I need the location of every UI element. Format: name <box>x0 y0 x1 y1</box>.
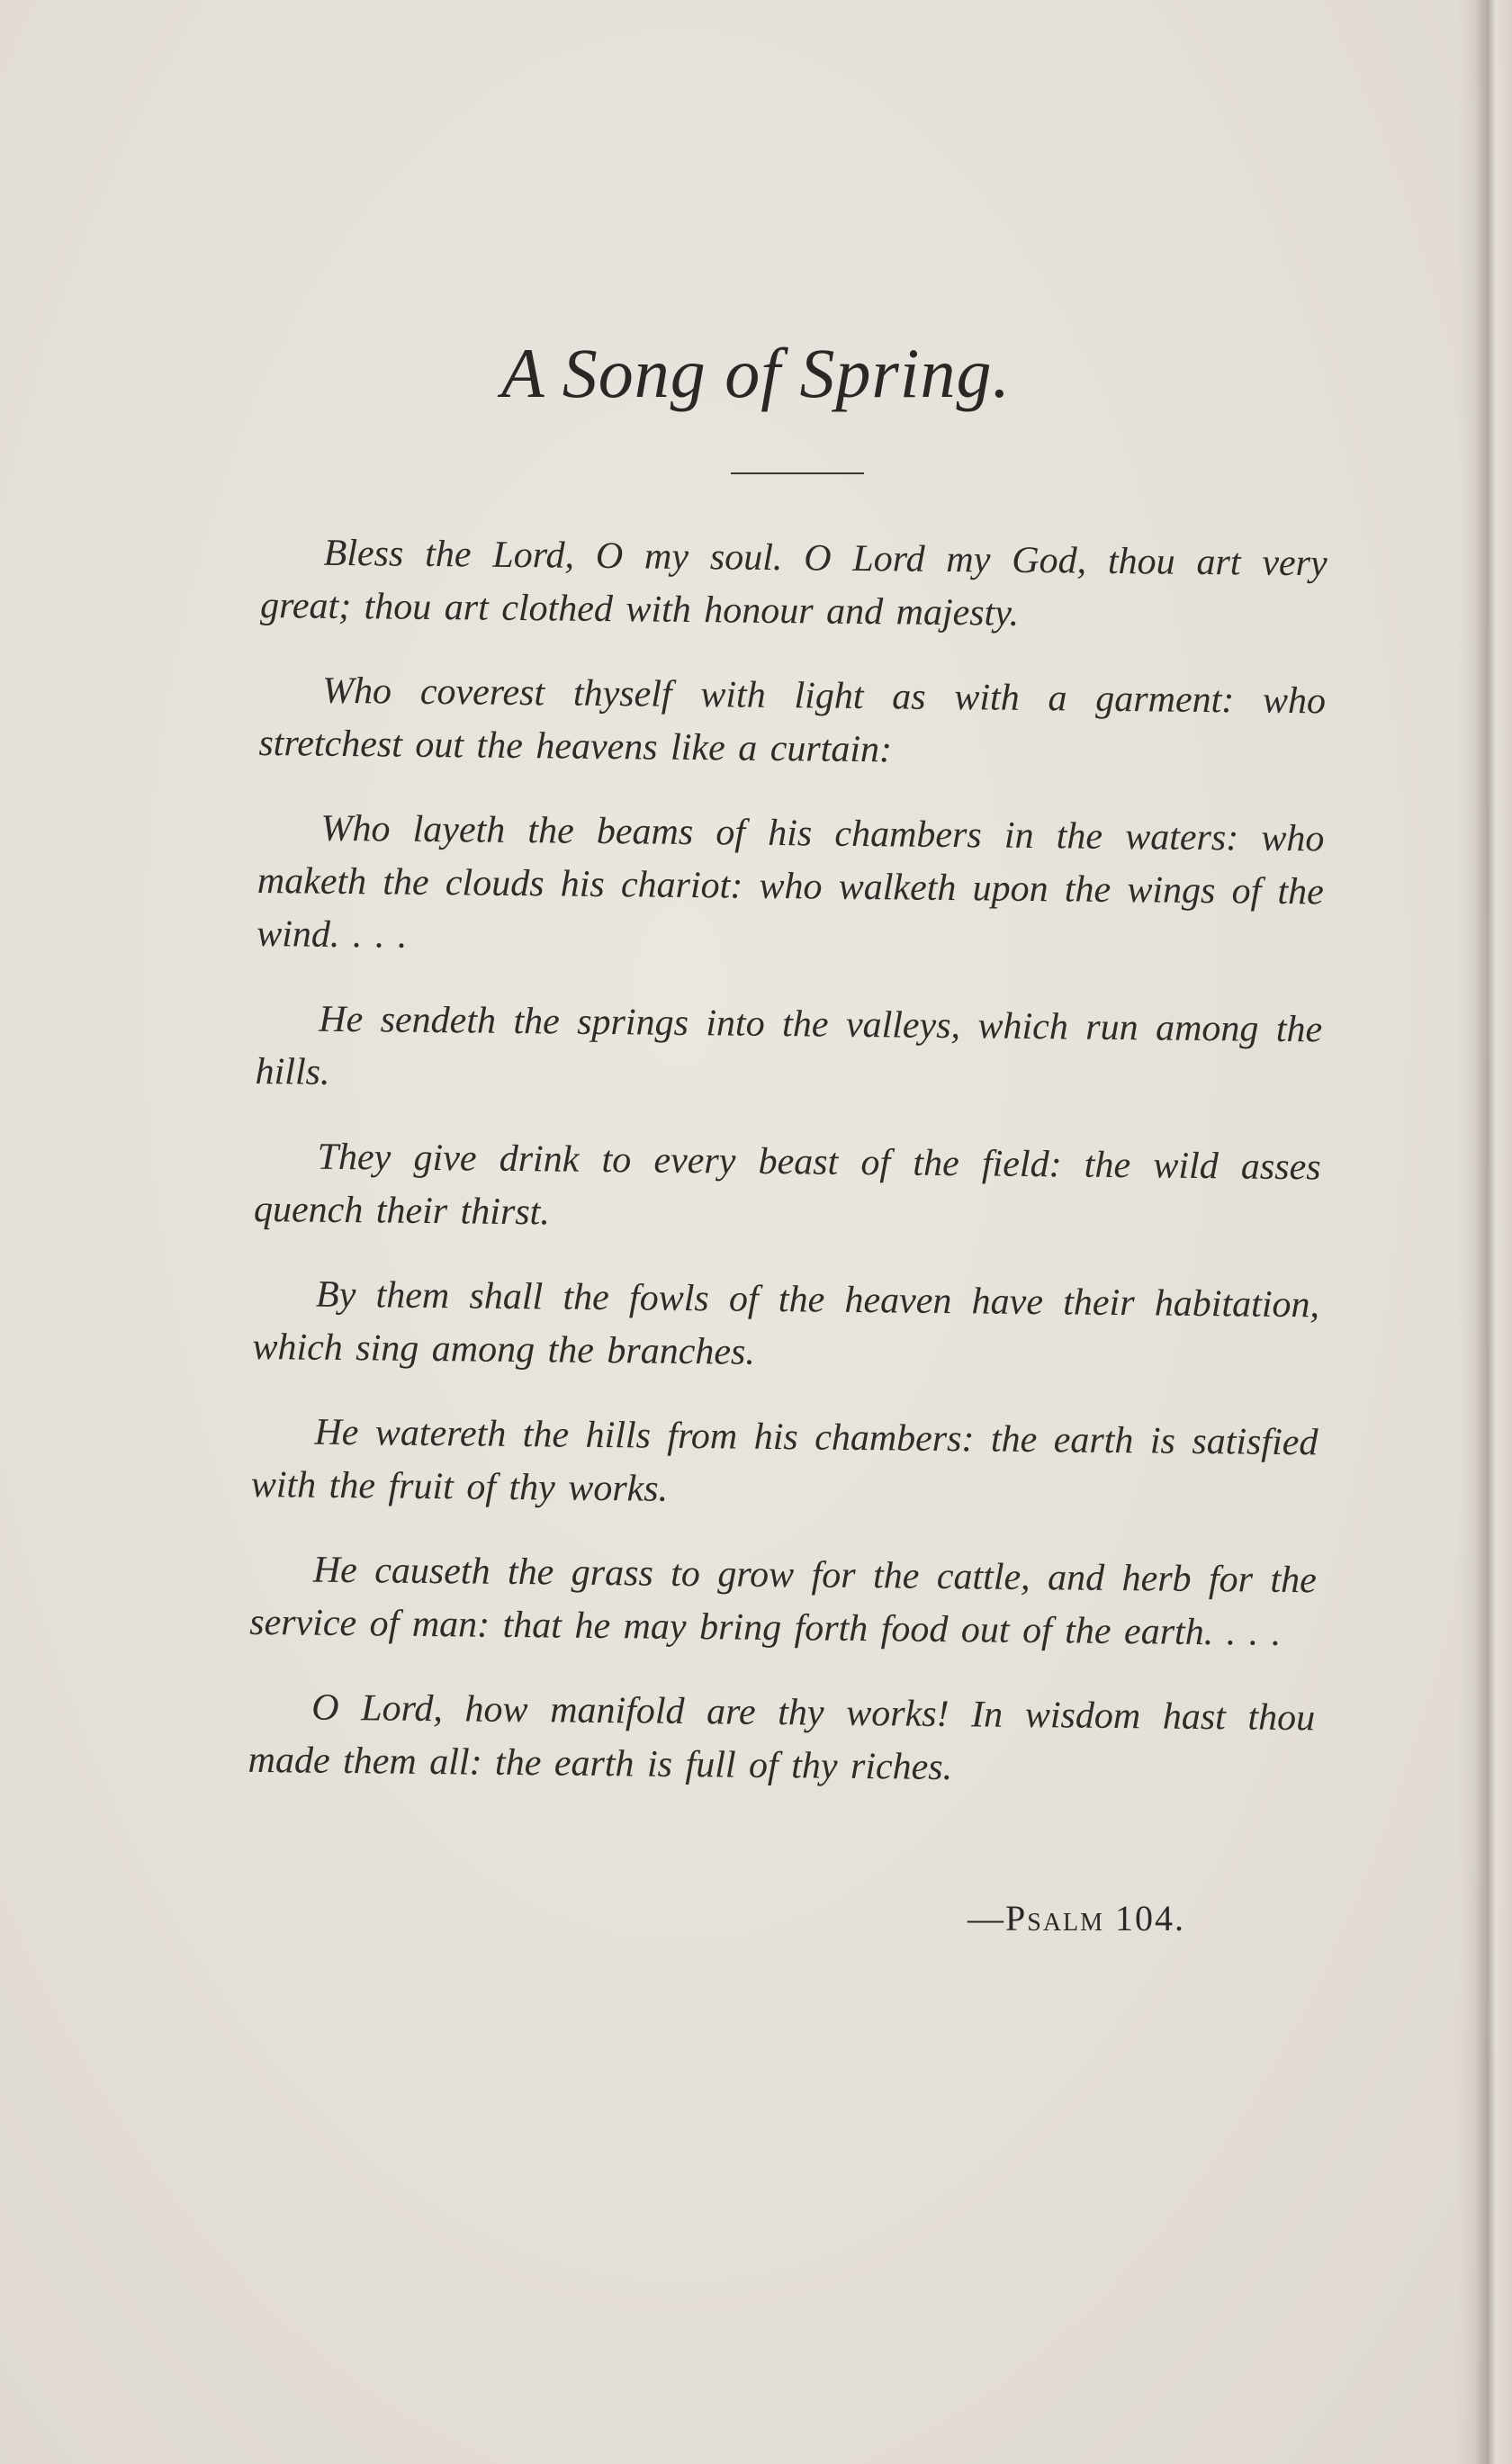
verse: Who coverest thyself with light as with a garment: who stretchest out the heavens like a curtain: <box>258 670 1327 771</box>
page-title: A Song of Spring. <box>501 334 1011 412</box>
verse: By them shall the fowls of the heaven have their habitation, which sing among the branches. <box>252 1273 1320 1373</box>
verse: He causeth the grass to grow for the cattle, and herb for the service of man: that he may bring forth food out of the earth. . . . <box>249 1549 1318 1654</box>
verse: Who layeth the beams of his chambers in the waters: who maketh the clouds his chariot: who walketh upon the wings of the wind. . . . <box>256 807 1325 957</box>
verse: He watereth the hills from his chambers: the earth is satisfied with the fruit of thy works. <box>250 1411 1318 1510</box>
verse: Bless the Lord, O my soul. O Lord my God, thou art very great; thou art clothed with honour and majesty. <box>259 532 1328 634</box>
title-divider <box>731 472 864 474</box>
attribution: —Psalm 104. <box>968 1898 1186 1938</box>
verse: They give drink to every beast of the field: the wild asses quench their thirst. <box>253 1136 1321 1234</box>
verse: He sendeth the springs into the valleys, which run among the hills. <box>255 998 1323 1093</box>
verse: O Lord, how manifold are thy works! In wisdom hast thou made them all: the earth is full of thy riches. <box>248 1686 1316 1789</box>
psalm-text <box>248 526 1328 1830</box>
